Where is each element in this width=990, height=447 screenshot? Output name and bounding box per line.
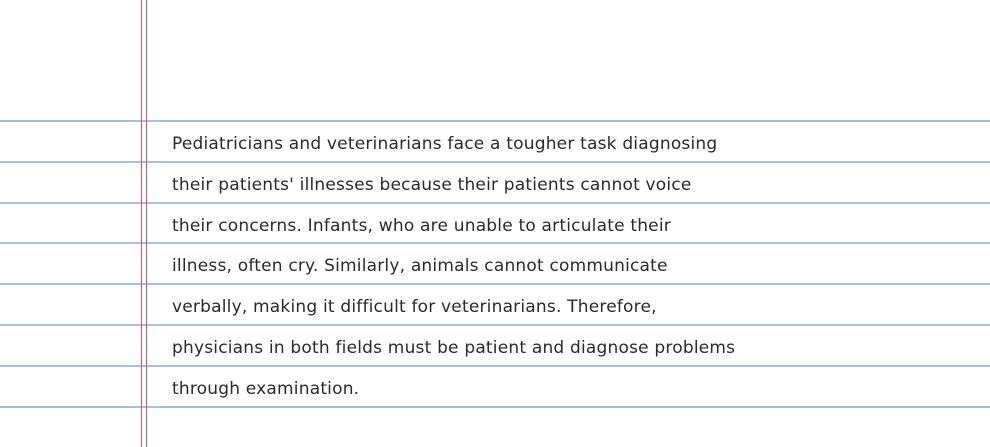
text-line-2: their patients' illnesses because their patients cannot voice (172, 175, 692, 195)
text-line-3: their concerns. Infants, who are unable to articulate their (172, 216, 671, 236)
margin-line (141, 0, 142, 447)
text-line-7: through examination. (172, 379, 360, 399)
text-line-4: illness, often cry. Similarly, animals cannot communicate (172, 256, 668, 276)
rule-line (0, 406, 990, 408)
text-line-5: verbally, making it difficult for veterinarians. Therefore, (172, 297, 657, 317)
rule-line (0, 120, 990, 122)
text-line-1: Pediatricians and veterinarians face a tougher task diagnosing (172, 134, 718, 154)
margin-line (146, 0, 147, 447)
text-line-6: physicians in both fields must be patient and diagnose problems (172, 338, 736, 358)
